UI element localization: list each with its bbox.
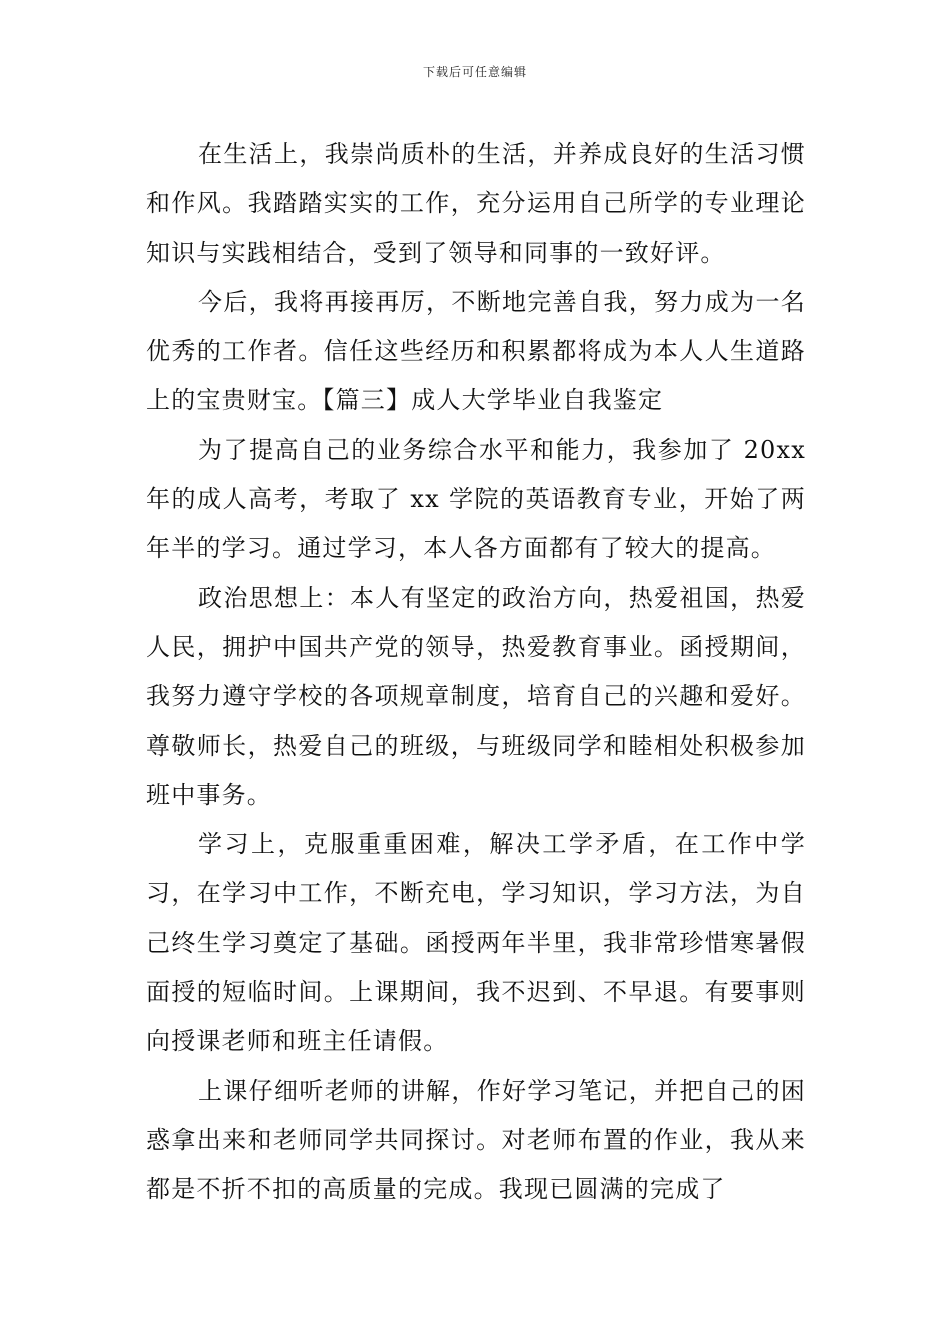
paragraph-study-intro: 为了提高自己的业务综合水平和能力，我参加了 20xx 年的成人高考，考取了 xx 学院的英语教育专业，开始了两年半的学习。通过学习，本人各方面都有了较大的提高。: [146, 435, 806, 563]
paragraph-politics: 政治思想上：本人有坚定的政治方向，热爱祖国，热爱人民，拥护中国共产党的领导，热爱教育事业。函授期间，我努力遵守学校的各项规章制度，培育自己的兴趣和爱好。尊敬师长，热爱自己的班级，与班级同学和睦相处积极参加班中事务。: [146, 583, 806, 809]
paragraph-classes: 上课仔细听老师的讲解，作好学习笔记，并把自己的困惑拿出来和老师同学共同探讨。对老师布置的作业，我从来都是不折不扣的高质量的完成。我现已圆满的完成了: [146, 1076, 806, 1204]
paragraph-future: 今后，我将再接再厉，不断地完善自我，努力成为一名优秀的工作者。信任这些经历和积累都将成为本人人生道路上的宝贵财宝。【篇三】成人大学毕业自我鉴定: [146, 287, 806, 415]
paragraph-life: 在生活上，我崇尚质朴的生活，并养成良好的生活习惯和作风。我踏踏实实的工作，充分运用自己所学的专业理论知识与实践相结合，受到了领导和同事的一致好评。: [146, 140, 806, 267]
document-body: [146, 130, 806, 1215]
page-header-note: 下载后可任意编辑: [422, 65, 527, 79]
paragraph-learning: 学习上，克服重重困难，解决工学矛盾，在工作中学习，在学习中工作，不断充电，学习知识，学习方法，为自己终生学习奠定了基础。函授两年半里，我非常珍惜寒暑假面授的短临时间。上课期间，我不迟到、不早退。有要事则向授课老师和班主任请假。: [146, 830, 806, 1056]
